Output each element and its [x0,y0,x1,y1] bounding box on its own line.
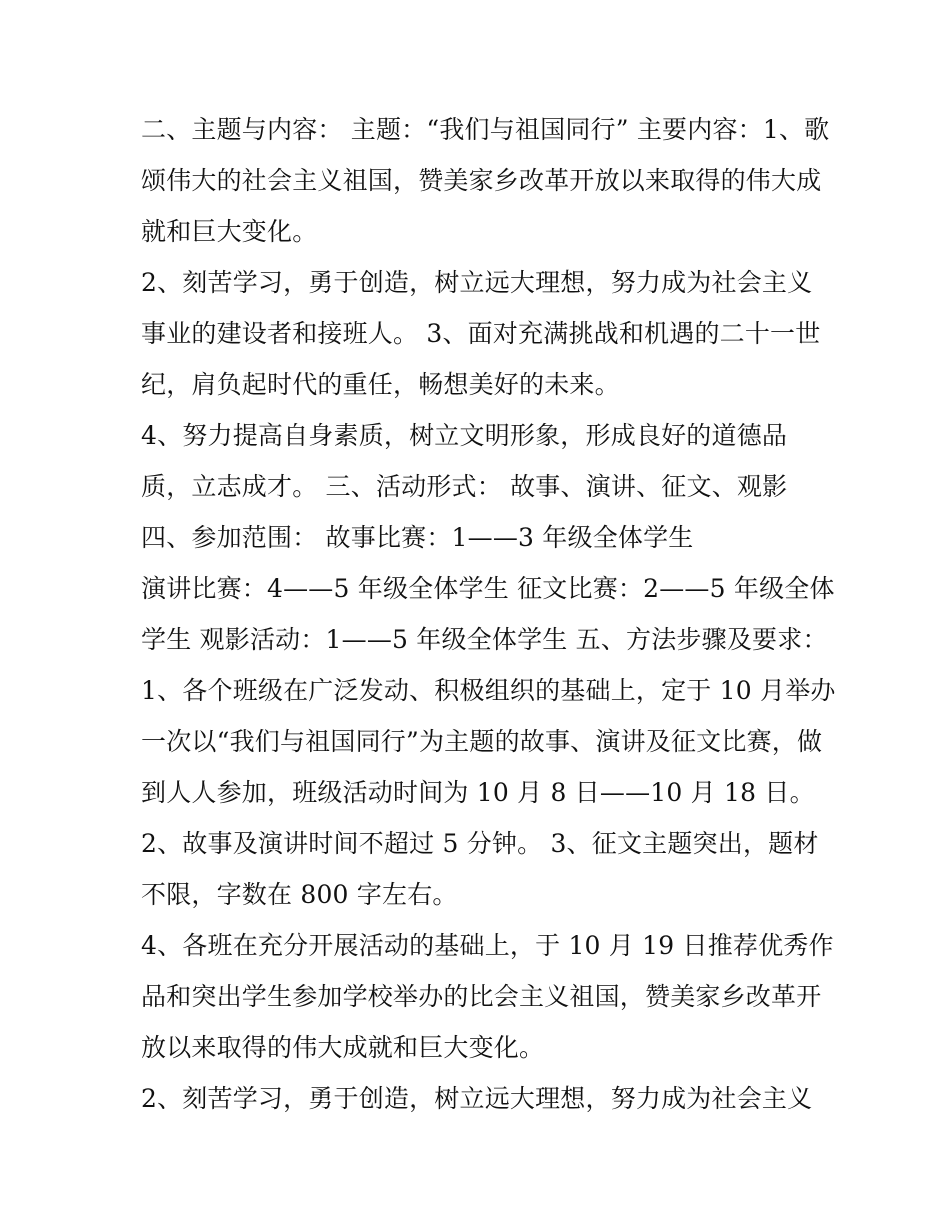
text-line: 2、故事及演讲时间不超过 5 分钟。 3、征文主题突出，题材 [141,829,819,858]
text-line: 放以来取得的伟大成就和巨大变化。 [141,1033,545,1062]
text-line: 纪，肩负起时代的重任，畅想美好的未来。 [141,370,620,399]
text-line: 4、努力提高自身素质，树立文明形象，形成良好的道德品 [141,421,788,450]
text-line: 颂伟大的社会主义祖国，赞美家乡改革开放以来取得的伟大成 [141,166,822,195]
text-line: 质，立志成才。 三、活动形式： 故事、演讲、征文、观影 [141,472,788,501]
text-line: 到人人参加，班级活动时间为 10 月 8 日——10 月 18 日。 [141,778,815,807]
text-line: 1、各个班级在广泛发动、积极组织的基础上，定于 10 月举办 [141,676,836,705]
text-line: 不限，字数在 800 字左右。 [141,880,458,909]
text-line: 学生 观影活动：1——5 年级全体学生 五、方法步骤及要求： [141,625,828,654]
text-line: 就和巨大变化。 [141,217,318,246]
text-line: 演讲比赛：4——5 年级全体学生 征文比赛：2——5 年级全体 [141,574,835,603]
text-line: 4、各班在充分开展活动的基础上，于 10 月 19 日推荐优秀作 [141,931,834,960]
text-line: 四、参加范围： 故事比赛：1——3 年级全体学生 [141,523,694,552]
text-line: 品和突出学生参加学校举办的比会主义祖国，赞美家乡改革开 [141,982,822,1011]
body-text [141,108,836,1128]
text-line: 2、刻苦学习，勇于创造，树立远大理想，努力成为社会主义 [141,1084,813,1113]
text-line: 2、刻苦学习，勇于创造，树立远大理想，努力成为社会主义 [141,268,813,297]
text-line: 一次以“我们与祖国同行”为主题的故事、演讲及征文比赛，做 [141,727,823,756]
text-line: 二、主题与内容： 主题：“我们与祖国同行” 主要内容：1、歌 [141,115,830,144]
text-line: 事业的建设者和接班人。 3、面对充满挑战和机遇的二十一世 [141,319,821,348]
